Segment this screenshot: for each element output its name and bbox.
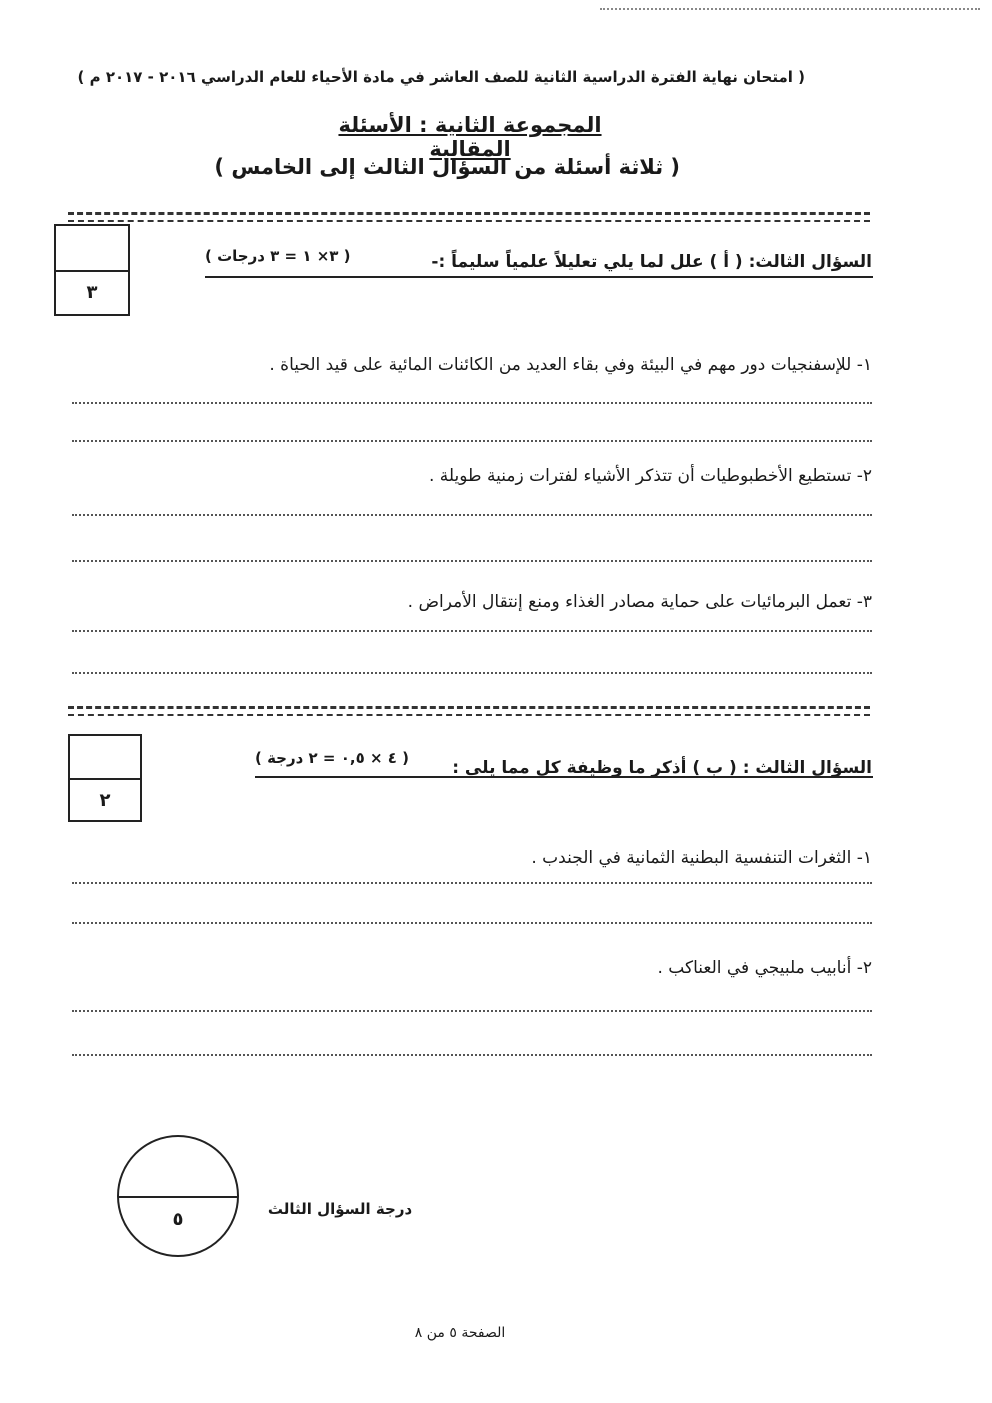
answer-line[interactable] [72, 922, 872, 924]
section-divider [68, 706, 870, 709]
group-title: المجموعة الثانية : الأسئلة المقالية [338, 113, 602, 161]
list-item: ١- للإسفنجيات دور مهم في البيئة وفي بقاء العديد من الكائنات المائية على قيد الحياة . [269, 355, 872, 375]
answer-line[interactable] [72, 402, 872, 404]
question-underline [205, 276, 873, 278]
answer-line[interactable] [72, 440, 872, 442]
group-subtitle: ( ثلاثة أسئلة من السؤال الثالث إلى الخامس ) [214, 155, 680, 179]
score-value: ٢ [99, 790, 111, 811]
list-item: ٢- تستطيع الأخطبوطيات أن تتذكر الأشياء لفترات زمنية طويلة . [428, 466, 872, 486]
question-underline [255, 776, 873, 778]
score-box-3b [68, 734, 142, 822]
answer-line[interactable] [72, 560, 872, 562]
question-3a-heading: السؤال الثالث: ( أ ) علل لما يلي تعليلاً علمياً سليماً :- [431, 252, 872, 272]
answer-line[interactable] [72, 672, 872, 674]
answer-line[interactable] [72, 1010, 872, 1012]
list-item: ٣- تعمل البرمائيات على حماية مصادر الغذاء ومنع إنتقال الأمراض . [407, 592, 872, 612]
answer-line[interactable] [72, 882, 872, 884]
answer-line[interactable] [72, 630, 872, 632]
answer-line[interactable] [72, 1054, 872, 1056]
question-3b-heading: السؤال الثالث : ( ب ) أذكر ما وظيفة كل مما يلي : [452, 758, 872, 778]
score-value: ٣ [86, 282, 98, 303]
section-divider [68, 714, 870, 716]
exam-title: ( امتحان نهاية الفترة الدراسية الثانية للصف العاشر في مادة الأحياء للعام الدراسي ٢٠١٦ - ٢٠١٧ م ) [77, 68, 805, 86]
question-3b-marks: ( ٤ × ٠,٥ = ٢ درجة ) [255, 749, 409, 767]
score-box-3a [54, 224, 130, 316]
total-score-value: ٥ [172, 1209, 184, 1230]
answer-line[interactable] [72, 514, 872, 516]
section-divider [68, 220, 870, 222]
list-item: ١- الثغرات التنفسية البطنية الثمانية في الجندب . [531, 848, 872, 868]
total-score-label: درجة السؤال الثالث [267, 1200, 413, 1218]
corner-mark [600, 8, 980, 10]
page-number: الصفحة ٥ من ٨ [414, 1325, 506, 1341]
list-item: ٢- أنابيب ملبيجي في العناكب . [657, 958, 872, 978]
question-3a-marks: ( ٣× ١ = ٣ درجات ) [205, 247, 351, 265]
section-divider [68, 212, 870, 215]
total-score-circle [117, 1135, 239, 1257]
